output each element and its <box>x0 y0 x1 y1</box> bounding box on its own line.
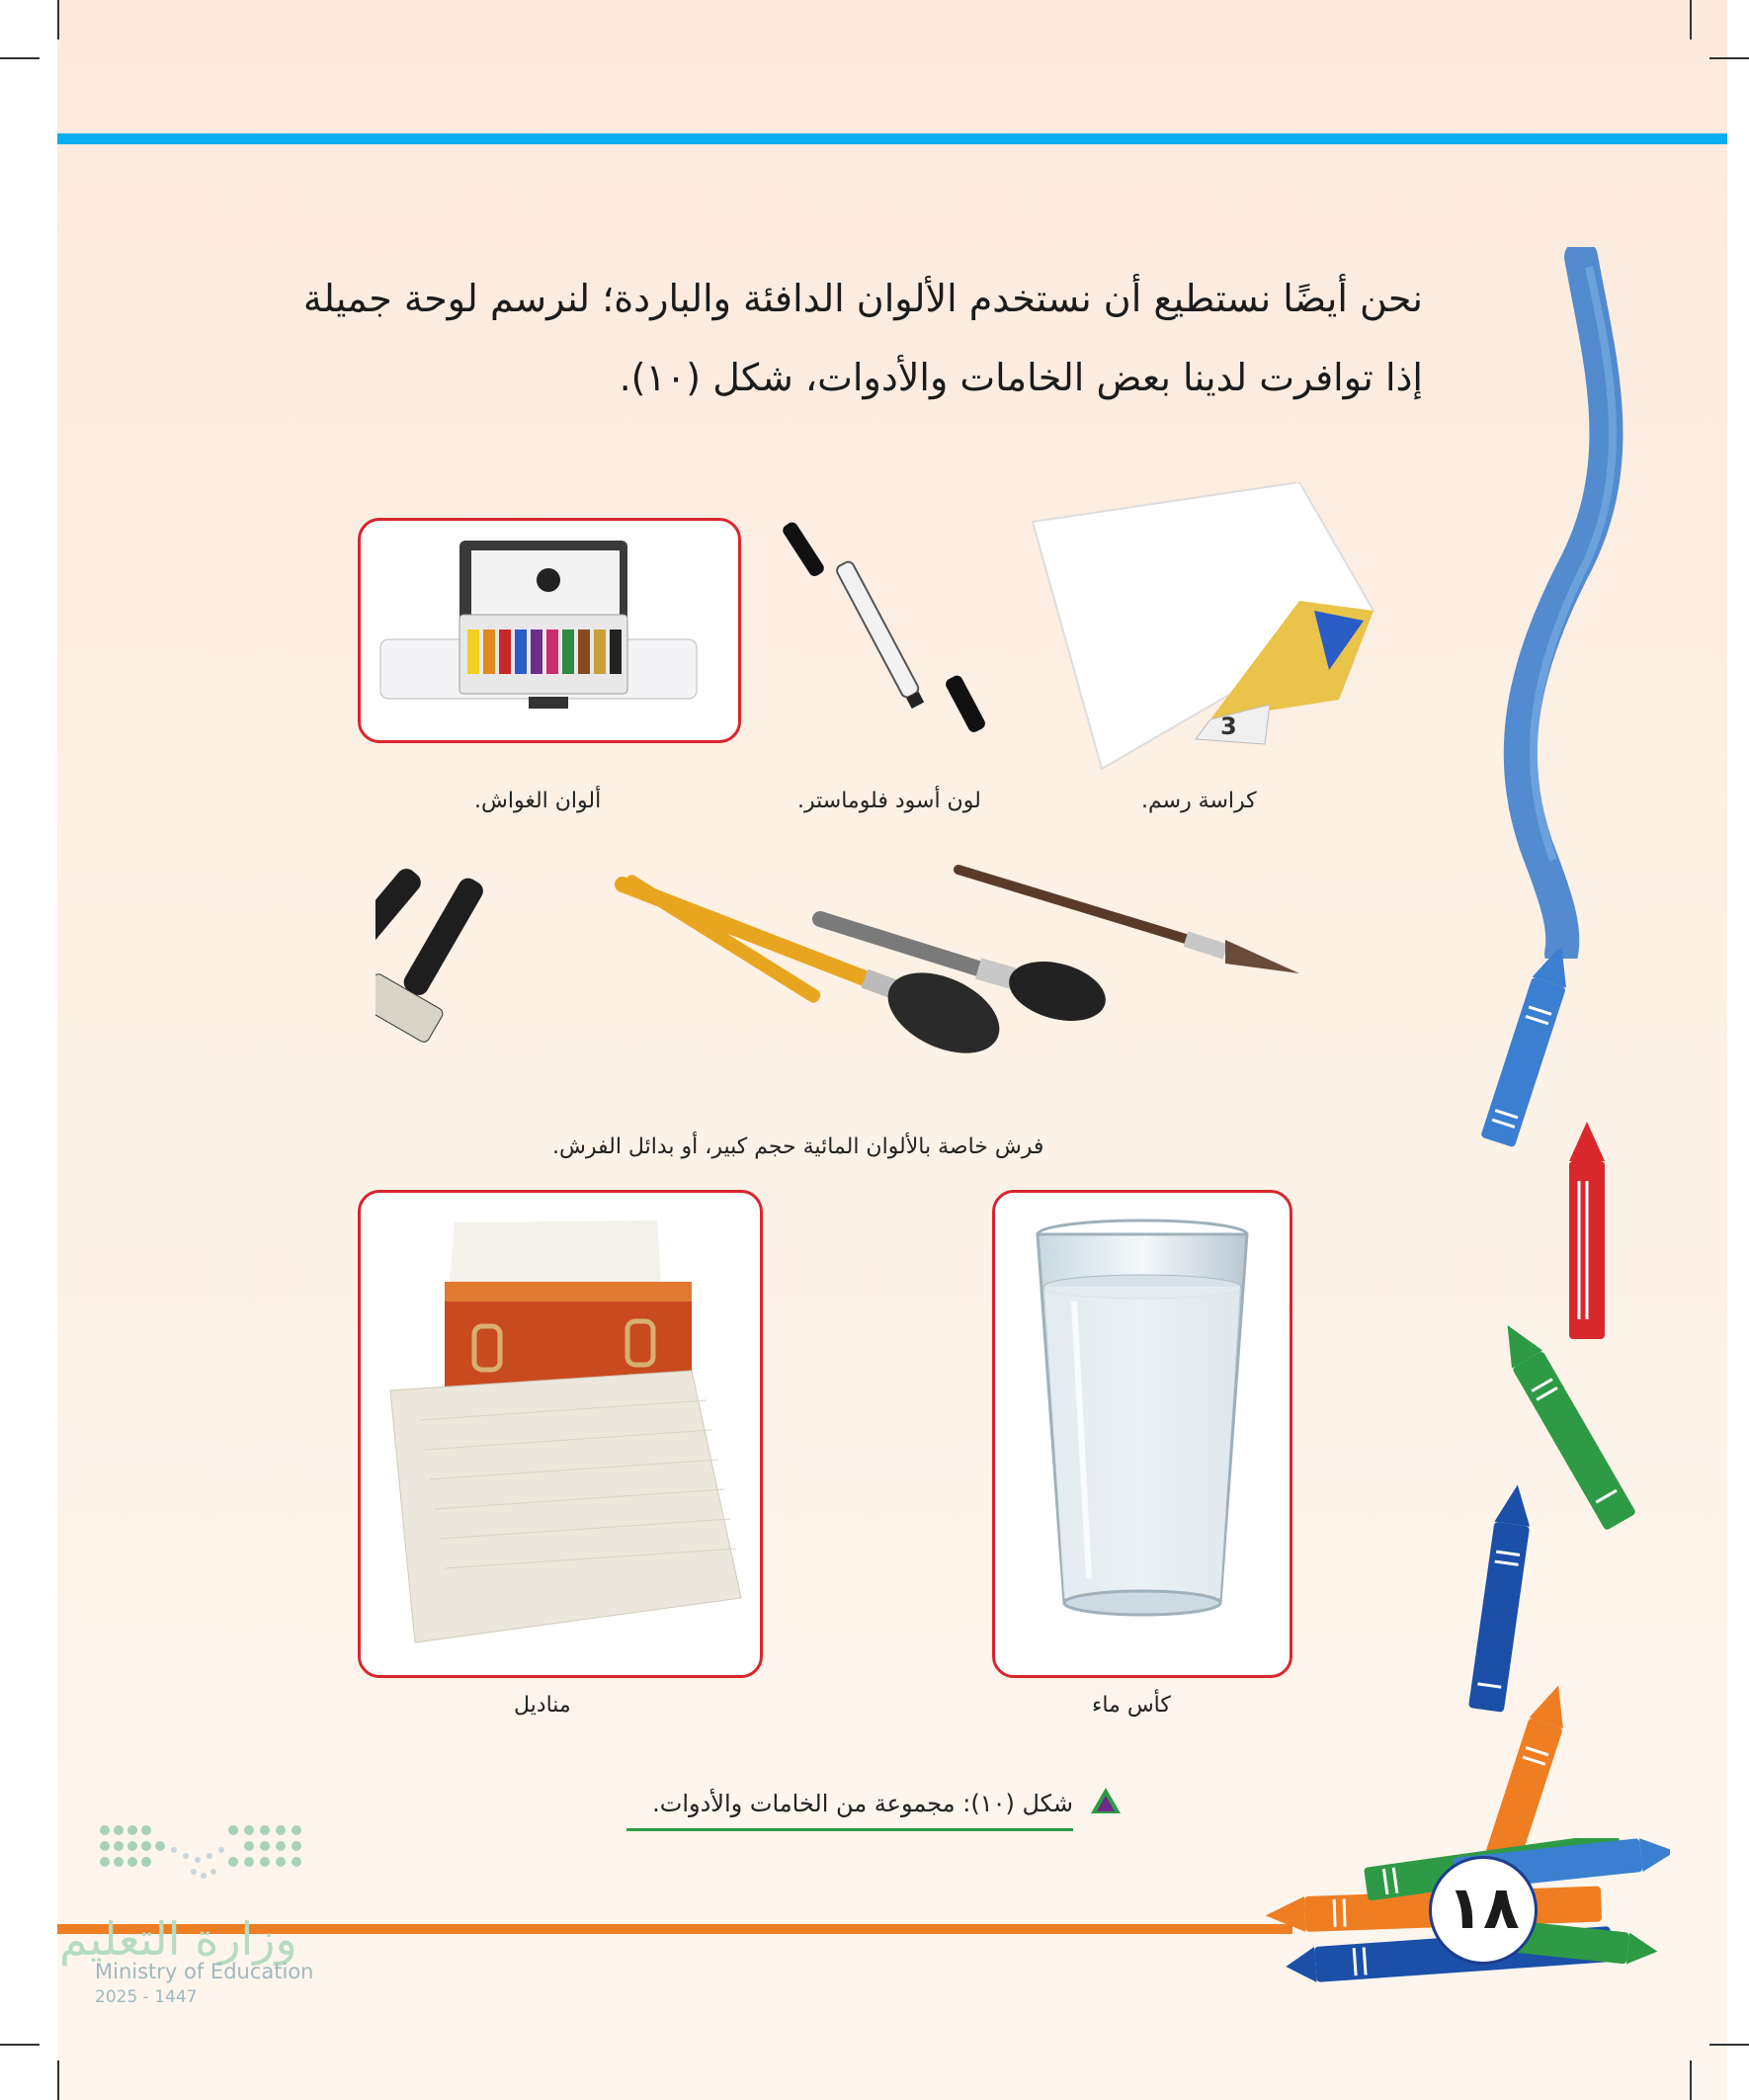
sketchbook-caption: كراسة رسم. <box>1141 789 1257 813</box>
crop-mark <box>1690 0 1692 40</box>
marker-caption: لون أسود فلوماستر. <box>797 789 981 813</box>
figure-caption: شكل (١٠): مجموعة من الخامات والأدوات. <box>626 1783 1073 1831</box>
gouache-photo-frame <box>358 518 741 743</box>
triangle-bullet-icon <box>1089 1786 1123 1815</box>
ministry-name-arabic: وزارة التعليم <box>59 1912 297 1966</box>
water-glass-caption: كأس ماء <box>1092 1693 1171 1718</box>
page-number: ١٨ <box>1429 1856 1538 1965</box>
svg-text:3: 3 <box>1220 713 1237 740</box>
water-glass-image <box>995 1193 1290 1675</box>
intro-paragraph <box>237 259 1423 417</box>
water-glass-photo-frame <box>992 1190 1292 1678</box>
crop-mark <box>1709 57 1749 59</box>
brushes-caption: فرش خاصة بالألوان المائية حجم كبير، أو بدائل الفرش. <box>552 1134 1044 1159</box>
sketchbook-image <box>973 482 1388 779</box>
crop-mark <box>1690 2060 1692 2100</box>
crop-mark <box>1709 2044 1749 2046</box>
crop-mark <box>57 0 59 40</box>
ministry-name-english: Ministry of Education <box>95 1960 314 1983</box>
brushes-and-rollers-image <box>375 845 1403 1112</box>
gouache-paint-set-image <box>361 521 738 740</box>
intro-line-2: إذا توافرت لدينا بعض الخامات والأدوات، شكل (١٠). <box>619 356 1423 399</box>
blue-paint-stroke <box>1462 247 1630 959</box>
edition-year: 2025 - 1447 <box>95 1987 198 2007</box>
ministry-logo-dots-icon <box>95 1818 312 1897</box>
tissues-image <box>361 1193 760 1675</box>
intro-line-1: نحن أيضًا نستطيع أن نستخدم الألوان الدافئة والباردة؛ لنرسم لوحة جميلة <box>302 277 1423 320</box>
top-accent-bar <box>57 133 1727 144</box>
crop-mark <box>0 57 40 59</box>
tissues-caption: مناديل <box>514 1693 571 1718</box>
tissues-photo-frame <box>358 1190 763 1678</box>
crop-mark <box>0 2044 40 2046</box>
black-marker-image <box>751 519 1008 756</box>
gouache-caption: ألوان الغواش. <box>474 789 602 813</box>
crop-mark <box>57 2060 59 2100</box>
